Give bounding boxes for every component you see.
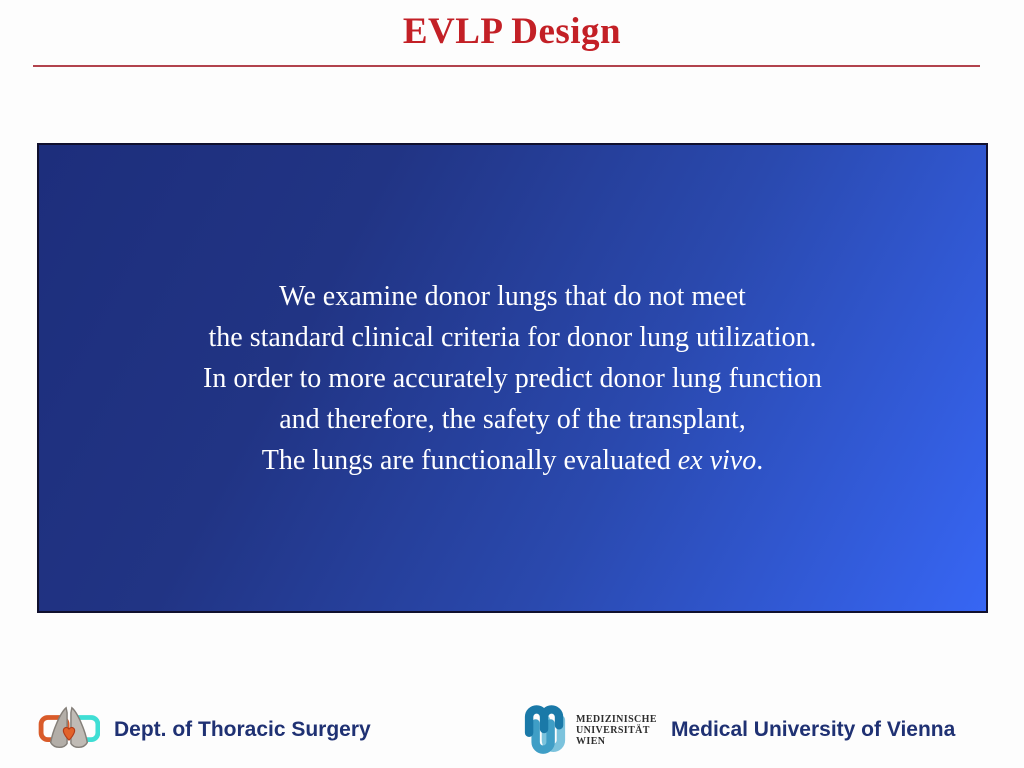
italic-phrase: ex vivo xyxy=(677,444,757,476)
medical-university-vienna-logo-icon xyxy=(520,701,570,759)
title-divider-line xyxy=(33,65,980,67)
body-line-2: the standard clinical criteria for donor lung utilization. xyxy=(208,321,817,353)
body-line-5: The lungs are functionally evaluated ex vivo. xyxy=(261,444,764,476)
footer-left-block xyxy=(38,695,371,765)
footer-right-block xyxy=(520,695,955,765)
lungs-logo-icon xyxy=(38,704,100,756)
muw-wordmark-line-2: UNIVERSITÄT xyxy=(576,724,650,736)
medical-university-of-vienna-label: Medical University of Vienna xyxy=(670,718,956,741)
slide-footer xyxy=(0,695,1024,765)
body-line-3: In order to more accurately predict donor lung function xyxy=(203,362,822,394)
content-box xyxy=(37,143,988,613)
dept-of-thoracic-surgery-label: Dept. of Thoracic Surgery xyxy=(114,718,371,741)
body-line-4: and therefore, the safety of the transplant, xyxy=(279,403,746,435)
body-line-1: We examine donor lungs that do not meet xyxy=(279,280,746,312)
slide-title: EVLP Design xyxy=(402,11,622,52)
muw-wordmark-line-1: MEDIZINISCHE xyxy=(576,713,657,725)
body-text xyxy=(203,276,822,481)
muw-wordmark xyxy=(576,714,657,747)
muw-wordmark-line-3: WIEN xyxy=(576,735,606,747)
